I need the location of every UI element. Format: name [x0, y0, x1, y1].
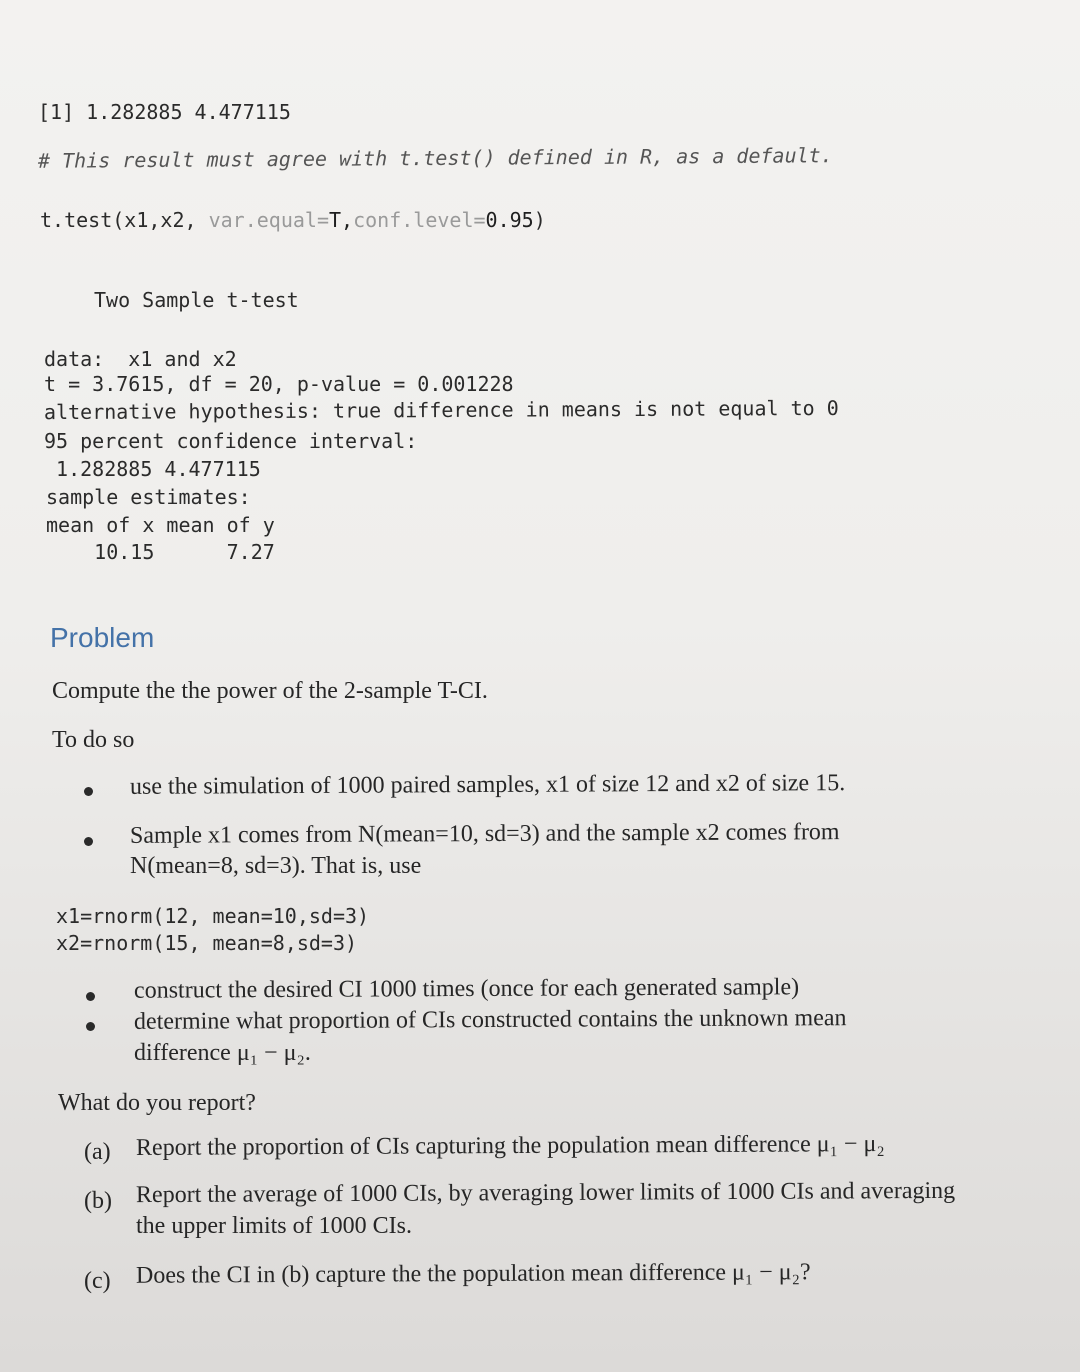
ttest-estimates-values: 10.15 7.27 [46, 540, 275, 564]
item-b-text-line2: the upper limits of 1000 CIs. [136, 1213, 412, 1239]
code-x2: x2=rnorm(15, mean=8,sd=3) [56, 931, 358, 955]
code-comment: # This result must agree with t.test() defined in R, as a default. [37, 143, 833, 173]
ttest-title: Two Sample t-test [94, 288, 299, 312]
bullet-dot [84, 787, 93, 796]
report-prompt: What do you report? [58, 1090, 256, 1116]
ttest-estimates-header: mean of x mean of y [46, 513, 275, 537]
call-val-conf-level: 0.95 [485, 208, 534, 232]
item-a-label: (a) [84, 1139, 111, 1165]
item-c-label: (c) [84, 1268, 111, 1294]
ttest-ci-label: 95 percent confidence interval: [44, 429, 418, 453]
bullet-determine-line2: difference μ₁ − μ₂. [134, 1040, 311, 1066]
bullet-dot [86, 1022, 95, 1031]
bullet-determine-line1: determine what proportion of CIs constructed contains the unknown mean [133, 1005, 847, 1035]
ttest-stats-line: t = 3.7615, df = 20, p-value = 0.001228 [44, 372, 514, 396]
item-b-text-line1: Report the average of 1000 CIs, by averaging lower limits of 1000 CIs and averaging [135, 1177, 956, 1209]
code-x1: x1=rnorm(12, mean=10,sd=3) [56, 904, 370, 928]
ttest-call [40, 208, 546, 232]
problem-intro: Compute the the power of the 2-sample T-CI. [52, 678, 488, 704]
ttest-data-line: data: x1 and x2 [44, 347, 237, 371]
bullet-simulation: use the simulation of 1000 paired samples, x1 of size 12 and x2 of size 15. [129, 770, 846, 800]
bullet-construct: construct the desired CI 1000 times (once for each generated sample) [133, 974, 800, 1004]
problem-heading: Problem [50, 622, 155, 653]
bullet-samples-line1: Sample x1 comes from N(mean=10, sd=3) and the sample x2 comes from [129, 819, 840, 849]
console-output-line: [1] 1.282885 4.477115 [38, 100, 291, 124]
ttest-ci-values: 1.282885 4.477115 [44, 457, 261, 481]
item-b-label: (b) [84, 1188, 112, 1214]
item-a-text: Report the proportion of CIs capturing the population mean difference μ₁ − μ₂ [135, 1131, 885, 1161]
item-c-text: Does the CI in (b) capture the the population mean difference μ₁ − μ₂? [135, 1259, 811, 1289]
bullet-dot [86, 992, 95, 1001]
call-prefix: t.test(x1,x2, [40, 208, 209, 232]
call-val-var-equal: T, [329, 208, 354, 232]
call-suffix: ) [533, 208, 546, 232]
call-arg-var-equal: var.equal= [208, 208, 329, 232]
problem-todo: To do so [52, 727, 135, 753]
bullet-samples-line2: N(mean=8, sd=3). That is, use [130, 853, 422, 879]
bullet-dot [84, 837, 93, 846]
ttest-estimates-label: sample estimates: [46, 485, 251, 509]
ttest-alternative-line: alternative hypothesis: true difference in means is not equal to 0 [43, 395, 839, 425]
call-arg-conf-level: conf.level= [353, 208, 486, 232]
